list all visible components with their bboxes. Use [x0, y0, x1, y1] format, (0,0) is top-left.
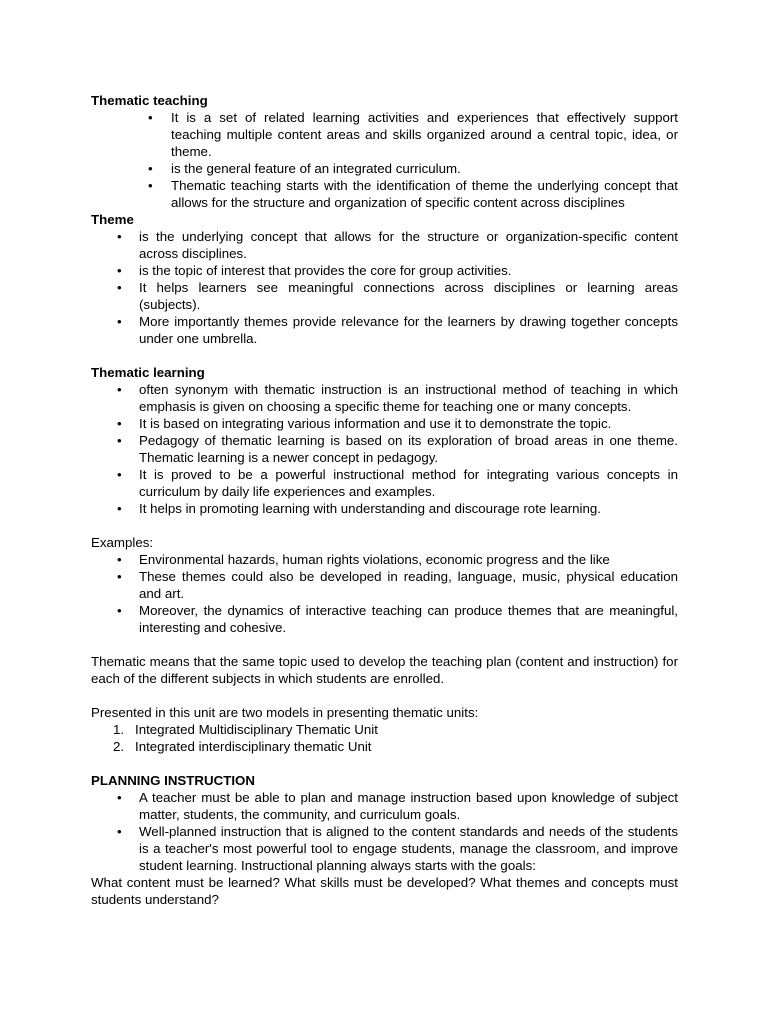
list-item: • Well-planned instruction that is aligned to the content standards and needs of the students is a teacher's most powerful tool to engage students, manage the classroom, and improve student learning. Instructional planning always starts with the goals: [91, 823, 678, 874]
list-text: Integrated Multidisciplinary Thematic Unit [135, 722, 378, 737]
planning-list [91, 789, 678, 874]
list-item: • Environmental hazards, human rights violations, economic progress and the like [91, 551, 678, 568]
list-item: • These themes could also be developed in reading, language, music, physical education and art. [91, 568, 678, 602]
list-item: • It is proved to be a powerful instructional method for integrating various concepts in curriculum by daily life experiences and examples. [91, 466, 678, 500]
list-item: • Pedagogy of thematic learning is based on its exploration of broad areas in one theme. Thematic learning is a newer concept in pedagogy. [91, 432, 678, 466]
spacer [91, 687, 678, 704]
models-list [91, 721, 678, 755]
list-item: • It helps in promoting learning with understanding and discourage rote learning. [91, 500, 678, 517]
list-item: • is the topic of interest that provides the core for group activities. [91, 262, 678, 279]
document-body [91, 92, 678, 908]
heading-thematic-teaching: Thematic teaching [91, 93, 208, 108]
thematic-means-paragraph: Thematic means that the same topic used to develop the teaching plan (content and instruction) for each of the different subjects in which students are enrolled. [91, 654, 678, 686]
planning-closing-paragraph: What content must be learned? What skills must be developed? What themes and concepts must students understand? [91, 875, 678, 907]
models-intro: Presented in this unit are two models in presenting thematic units: [91, 705, 479, 720]
list-item: • More importantly themes provide relevance for the learners by drawing together concepts under one umbrella. [91, 313, 678, 347]
list-item: • is the underlying concept that allows for the structure or organization-specific content across disciplines. [91, 228, 678, 262]
list-item: • It is a set of related learning activities and experiences that effectively support teaching multiple content areas and skills organized around a central topic, idea, or theme. [91, 109, 678, 160]
spacer [91, 755, 678, 772]
spacer [91, 347, 678, 364]
list-text: Integrated interdisciplinary thematic Unit [135, 739, 372, 754]
list-item: • It is based on integrating various information and use it to demonstrate the topic. [91, 415, 678, 432]
list-item: • often synonym with thematic instruction is an instructional method of teaching in which emphasis is given on choosing a specific theme for teaching one or many concepts. [91, 381, 678, 415]
spacer [91, 517, 678, 534]
list-number: 1. [113, 722, 125, 737]
list-item: • It helps learners see meaningful connections across disciplines or learning areas (subjects). [91, 279, 678, 313]
list-item [91, 738, 678, 755]
list-item: • is the general feature of an integrated curriculum. [91, 160, 678, 177]
spacer [91, 636, 678, 653]
heading-planning-instruction: PLANNING INSTRUCTION [91, 773, 255, 788]
list-item: • Moreover, the dynamics of interactive teaching can produce themes that are meaningful, interesting and cohesive. [91, 602, 678, 636]
thematic-teaching-list [91, 109, 678, 211]
examples-list [91, 551, 678, 636]
list-item: • A teacher must be able to plan and manage instruction based upon knowledge of subject matter, students, the community, and curriculum goals. [91, 789, 678, 823]
theme-list [91, 228, 678, 347]
heading-theme: Theme [91, 212, 134, 227]
thematic-learning-list [91, 381, 678, 517]
list-item: • Thematic teaching starts with the identification of theme the underlying concept that allows for the structure and organization of specific content across disciplines [91, 177, 678, 211]
heading-thematic-learning: Thematic learning [91, 365, 205, 380]
list-number: 2. [113, 739, 125, 754]
list-item [91, 721, 678, 738]
examples-label: Examples: [91, 535, 154, 550]
